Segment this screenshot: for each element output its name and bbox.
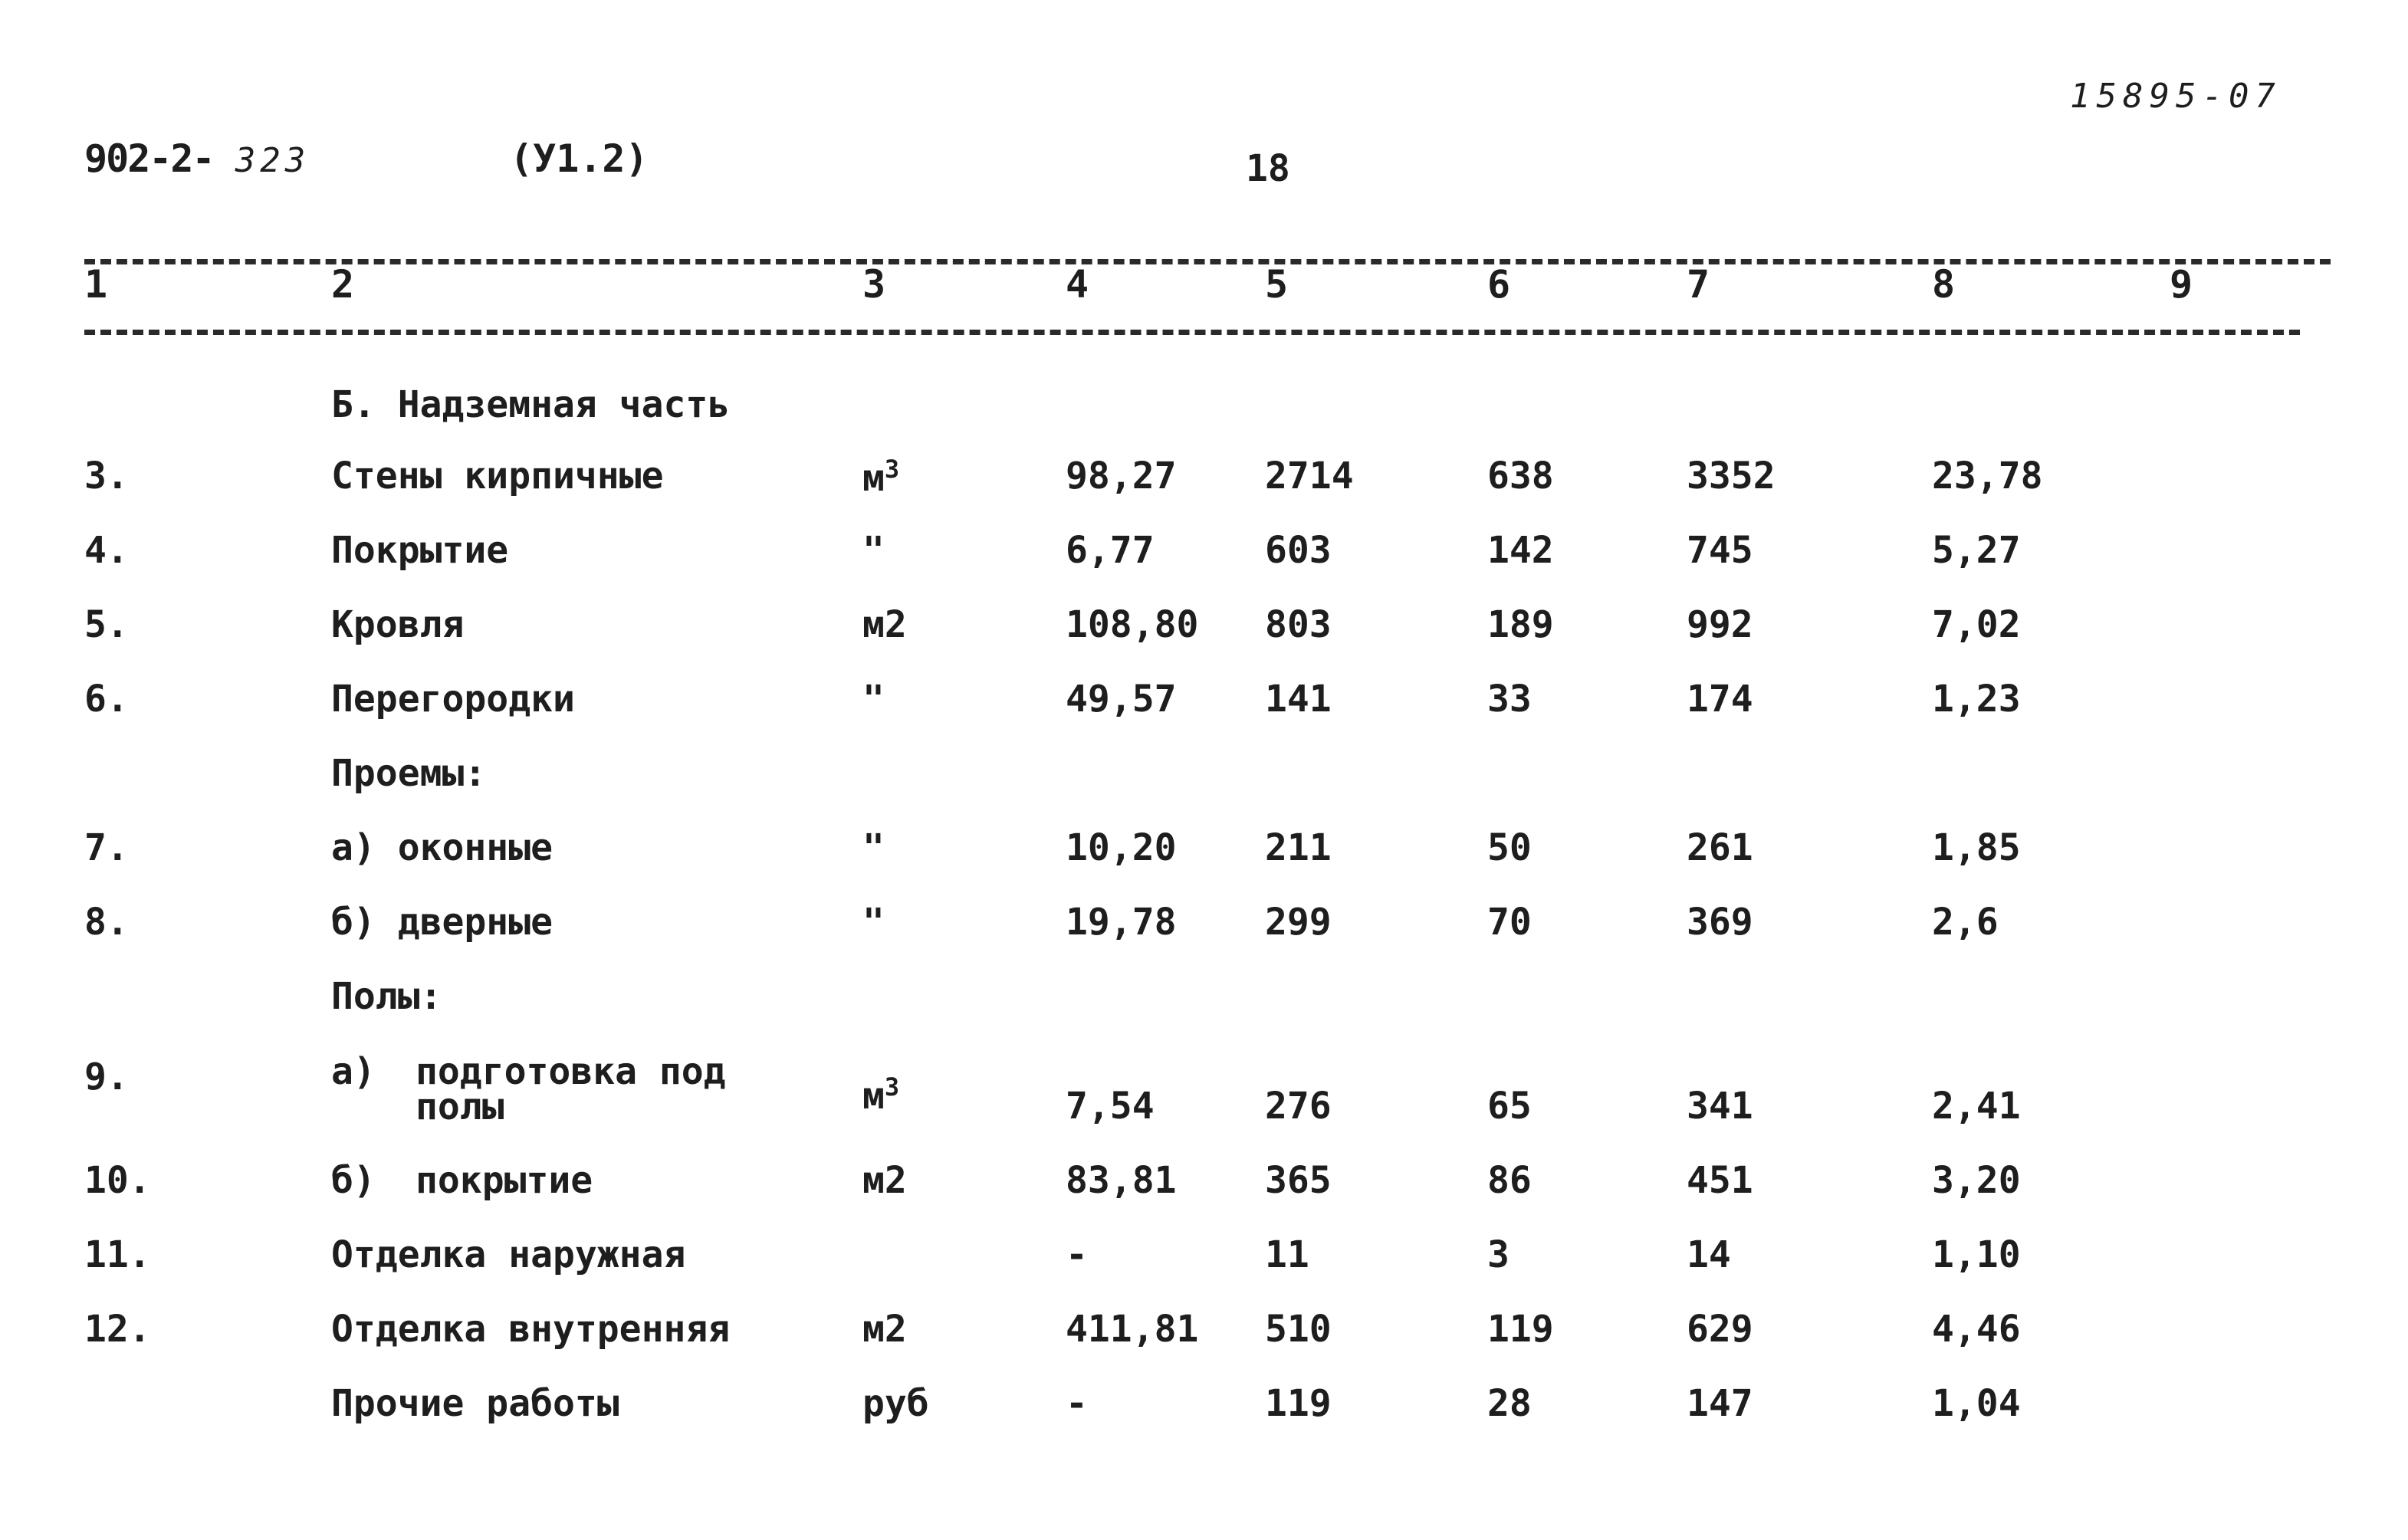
value-col6: 638 — [1487, 455, 1554, 497]
unit-ditto-mark: " — [862, 678, 885, 721]
value-col6: 3 — [1487, 1233, 1510, 1276]
value-col7: 992 — [1687, 603, 1753, 646]
quantity: 19,78 — [1066, 901, 1177, 944]
value-col5: 510 — [1265, 1308, 1332, 1351]
subheading-row — [0, 752, 2408, 813]
column-number-5: 5 — [1265, 262, 1289, 307]
column-number-9: 9 — [2170, 262, 2193, 307]
header-rule-top — [84, 259, 2331, 264]
value-col8: 4,46 — [1932, 1308, 2021, 1351]
value-col6: 86 — [1487, 1159, 1532, 1202]
work-name: Кровля — [331, 603, 465, 646]
work-name: Отделка внутренняя — [331, 1308, 731, 1351]
table-row — [0, 455, 2408, 516]
value-col6: 28 — [1487, 1382, 1532, 1425]
row-number: 12. — [84, 1308, 151, 1351]
row-number: 11. — [84, 1233, 151, 1276]
table-row — [0, 603, 2408, 665]
work-name-prefix: а) — [331, 1050, 376, 1093]
work-name: б) дверные — [331, 901, 553, 944]
table-row — [0, 1233, 2408, 1295]
value-col6: 119 — [1487, 1308, 1554, 1351]
value-col5: 2714 — [1265, 455, 1354, 497]
value-col7: 147 — [1687, 1382, 1753, 1425]
value-col8: 23,78 — [1932, 455, 2043, 497]
value-col8: 2,41 — [1932, 1085, 2021, 1128]
value-col5: 603 — [1265, 529, 1332, 572]
subheading-openings: Проемы: — [331, 752, 487, 795]
column-number-7: 7 — [1687, 262, 1710, 307]
row-number: 7. — [84, 826, 129, 869]
table-row — [0, 826, 2408, 888]
unit: м2 — [862, 603, 907, 646]
value-col5: 299 — [1265, 901, 1332, 944]
unit: $м^3$ — [862, 455, 900, 500]
value-col5: 276 — [1265, 1085, 1332, 1128]
unit: м2 — [862, 1159, 907, 1202]
section-title: Б. Надземная часть — [331, 383, 731, 426]
quantity: 49,57 — [1066, 678, 1177, 721]
unit-ditto-mark: " — [862, 826, 885, 869]
value-col7: 3352 — [1687, 455, 1776, 497]
value-col6: 70 — [1487, 901, 1532, 944]
value-col5: 211 — [1265, 826, 1332, 869]
table-row — [0, 1050, 2408, 1146]
value-col8: 2,6 — [1932, 901, 1999, 944]
quantity: 83,81 — [1066, 1159, 1177, 1202]
value-col8: 1,10 — [1932, 1233, 2021, 1276]
column-number-4: 4 — [1066, 262, 1089, 307]
value-col7: 451 — [1687, 1159, 1753, 1202]
table-row — [0, 1159, 2408, 1220]
value-col7: 174 — [1687, 678, 1753, 721]
value-col7: 369 — [1687, 901, 1753, 944]
unit: м2 — [862, 1308, 907, 1351]
value-col8: 3,20 — [1932, 1159, 2021, 1202]
value-col8: 5,27 — [1932, 529, 2021, 572]
work-name — [331, 1050, 726, 1128]
column-number-1: 1 — [84, 262, 108, 307]
unit: руб — [862, 1382, 929, 1425]
row-number: 6. — [84, 678, 129, 721]
row-number: 8. — [84, 901, 129, 944]
value-col7: 14 — [1687, 1233, 1731, 1276]
work-name: Перегородки — [331, 678, 575, 721]
value-col6: 33 — [1487, 678, 1532, 721]
column-number-6: 6 — [1487, 262, 1511, 307]
work-name: Прочие работы — [331, 1382, 619, 1425]
value-col7: 629 — [1687, 1308, 1753, 1351]
subheading-row — [0, 975, 2408, 1036]
value-col7: 341 — [1687, 1085, 1753, 1128]
quantity: - — [1066, 1233, 1088, 1276]
work-name-prefix: б) — [331, 1159, 376, 1202]
column-number-3: 3 — [862, 262, 886, 307]
subheading-floors: Полы: — [331, 975, 442, 1018]
work-name-line1: подготовка под — [416, 1050, 726, 1093]
work-name-line2: полы — [416, 1085, 504, 1128]
table-row — [0, 901, 2408, 962]
quantity: 98,27 — [1066, 455, 1177, 497]
quantity: - — [1066, 1382, 1088, 1425]
work-name — [331, 1159, 593, 1202]
table-row — [0, 678, 2408, 739]
document-code — [84, 136, 310, 181]
value-col7: 745 — [1687, 529, 1753, 572]
value-col5: 11 — [1265, 1233, 1309, 1276]
value-col6: 142 — [1487, 529, 1554, 572]
quantity: 7,54 — [1066, 1085, 1155, 1128]
unit-ditto-mark: " — [862, 529, 885, 572]
table-row — [0, 1308, 2408, 1369]
inventory-stamp: 15895-07 — [2070, 77, 2282, 116]
value-col7: 261 — [1687, 826, 1753, 869]
value-col5: 365 — [1265, 1159, 1332, 1202]
quantity: 6,77 — [1066, 529, 1155, 572]
row-number: 4. — [84, 529, 129, 572]
sheet-reference: (У1.2) — [510, 136, 649, 181]
value-col8: 1,04 — [1932, 1382, 2021, 1425]
value-col5: 141 — [1265, 678, 1332, 721]
quantity: 108,80 — [1066, 603, 1199, 646]
page-number: 18 — [1246, 147, 1290, 190]
quantity: 10,20 — [1066, 826, 1177, 869]
table-row — [0, 1382, 2408, 1443]
value-col5: 803 — [1265, 603, 1332, 646]
document-code-printed: 902-2- — [84, 136, 214, 181]
column-number-2: 2 — [331, 262, 355, 307]
unit-ditto-mark: " — [862, 901, 885, 944]
value-col5: 119 — [1265, 1382, 1332, 1425]
quantity: 411,81 — [1066, 1308, 1199, 1351]
row-number: 5. — [84, 603, 129, 646]
value-col6: 189 — [1487, 603, 1554, 646]
work-name: Отделка наружная — [331, 1233, 686, 1276]
row-number: 3. — [84, 455, 129, 497]
value-col8: 1,23 — [1932, 678, 2021, 721]
section-row — [0, 383, 2408, 445]
value-col6: 65 — [1487, 1085, 1532, 1128]
column-number-8: 8 — [1932, 262, 1956, 307]
value-col8: 7,02 — [1932, 603, 2021, 646]
table-row — [0, 529, 2408, 590]
work-name: Стены кирпичные — [331, 455, 664, 497]
work-name: а) оконные — [331, 826, 553, 869]
row-number: 10. — [84, 1159, 151, 1202]
document-code-handwritten: 323 — [235, 141, 310, 180]
work-name: Покрытие — [331, 529, 509, 572]
value-col6: 50 — [1487, 826, 1532, 869]
header-rule-bottom — [84, 330, 2300, 335]
value-col8: 1,85 — [1932, 826, 2021, 869]
work-name-text: покрытие — [416, 1159, 593, 1202]
unit: $м^3$ — [862, 1072, 900, 1118]
row-number: 9. — [84, 1056, 129, 1098]
